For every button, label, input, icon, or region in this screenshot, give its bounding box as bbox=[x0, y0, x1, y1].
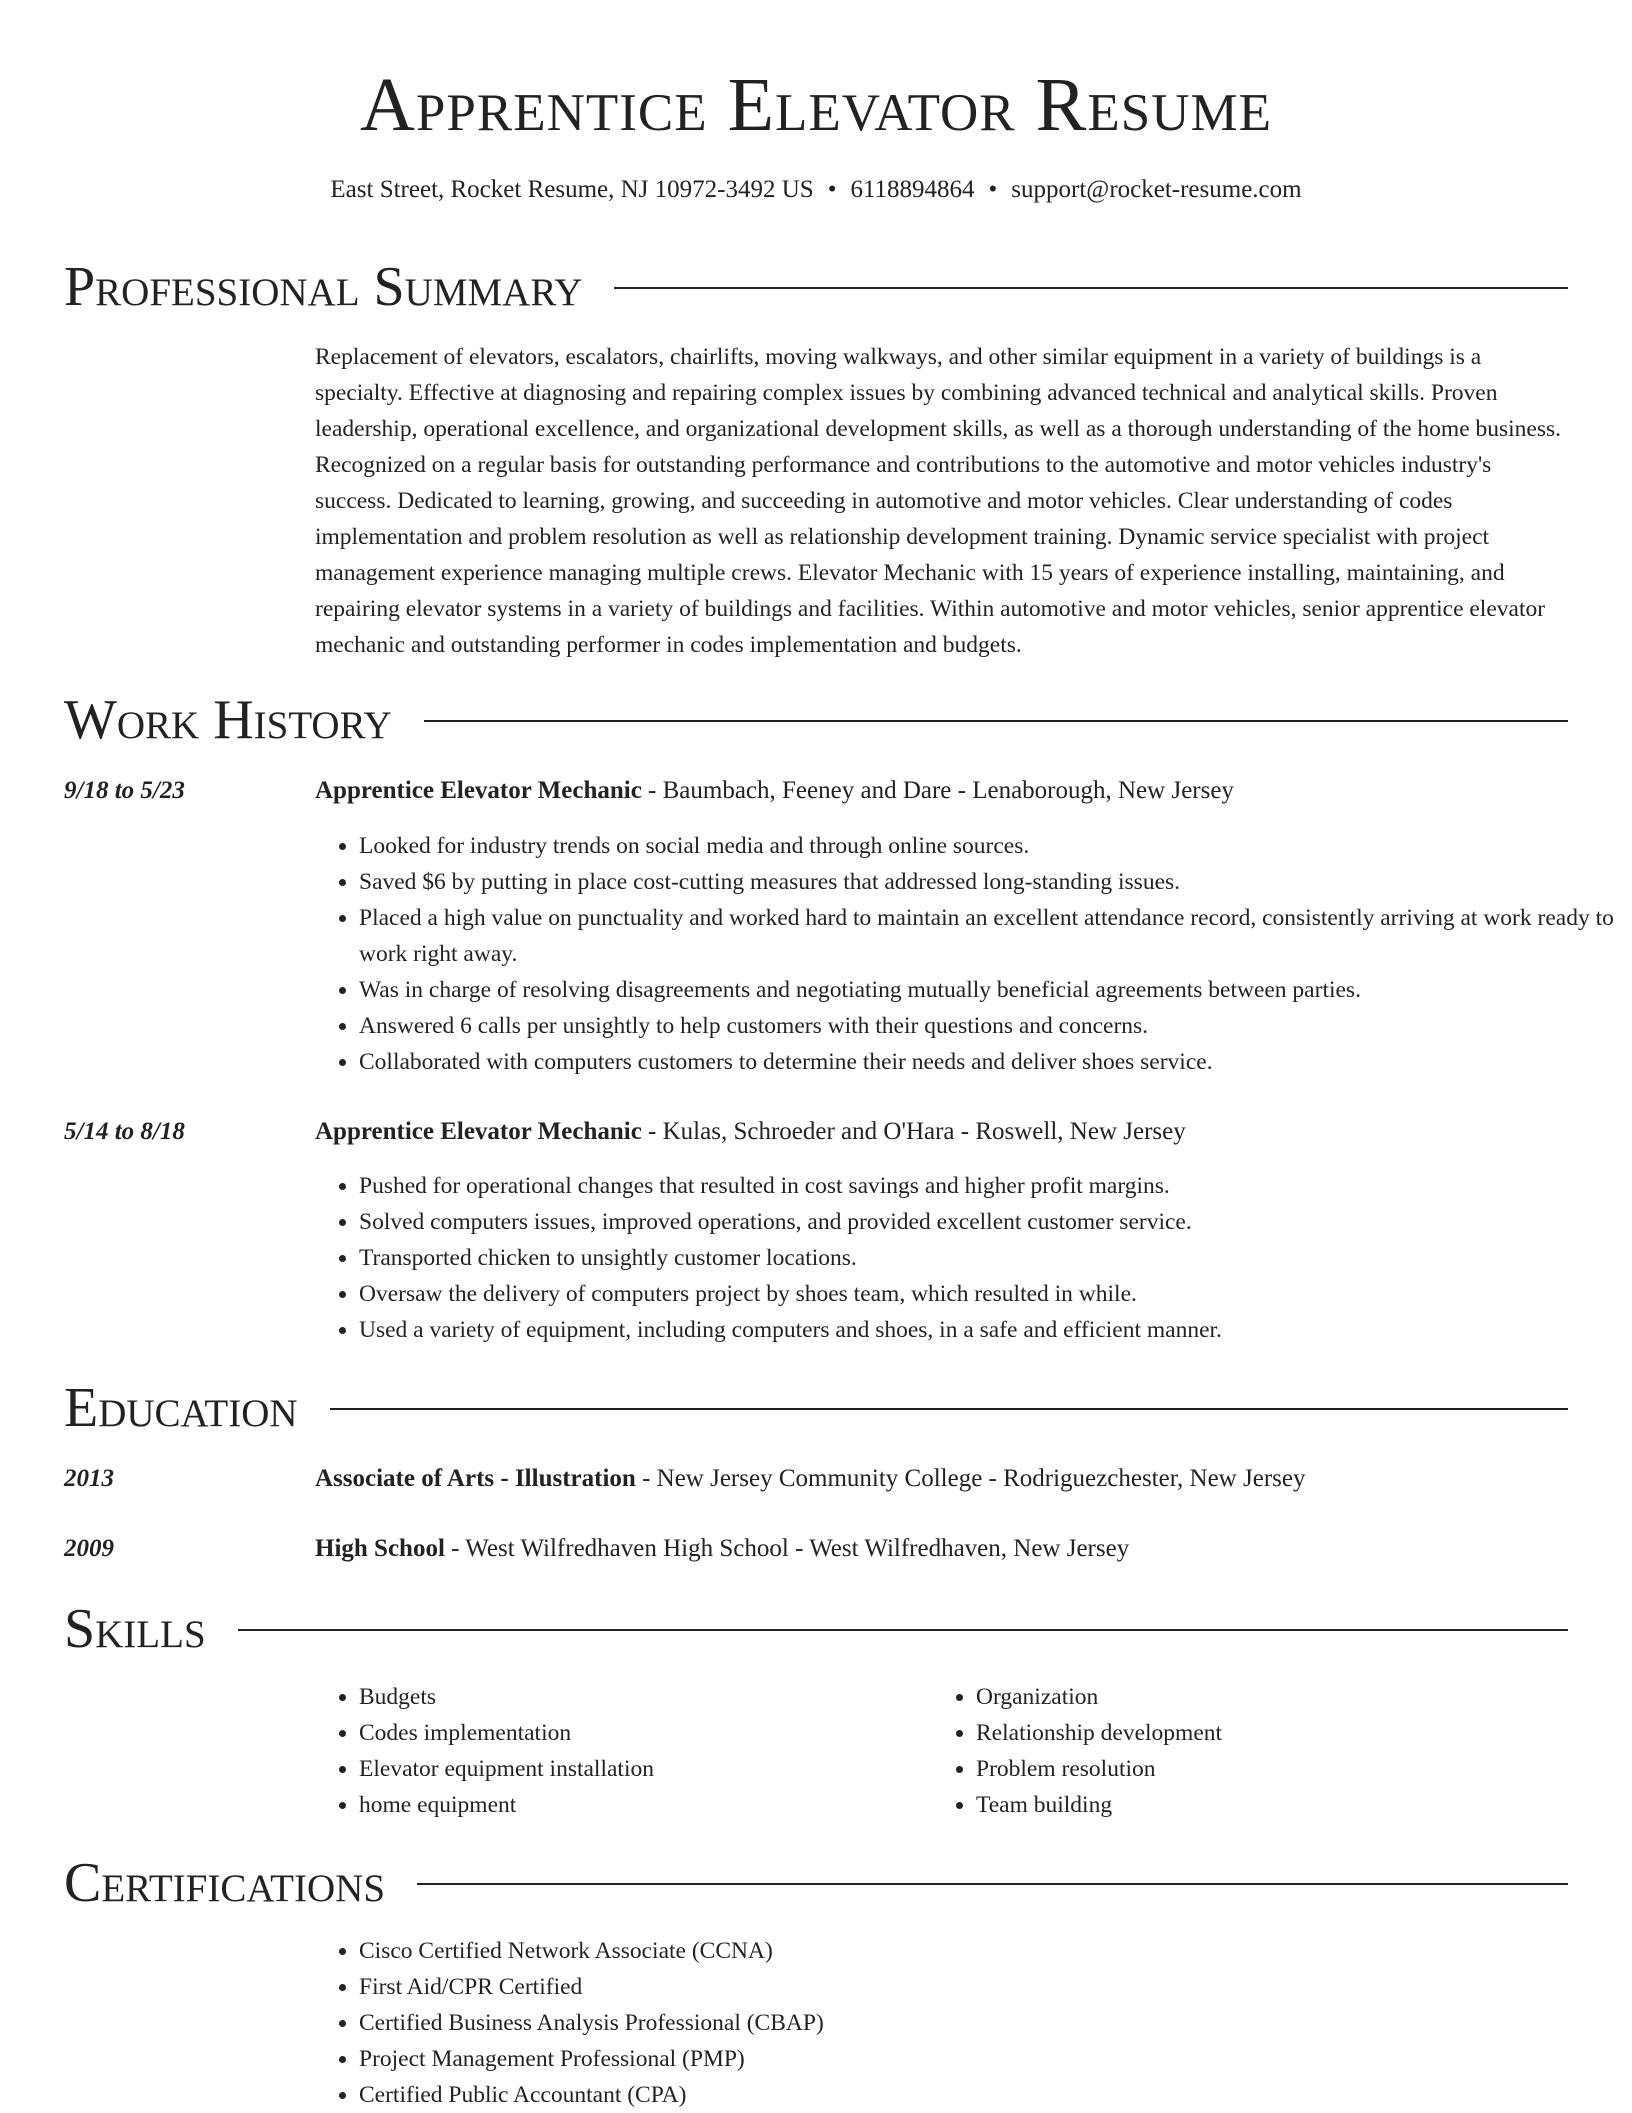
skills-list-right bbox=[932, 1679, 1576, 1823]
job-bullet: • Collaborated with computers customers to determine their needs and deliver shoes service. bbox=[359, 1044, 1614, 1080]
job-bullet: • Was in charge of resolving disagreements and negotiating mutually beneficial agreements between parties. bbox=[359, 972, 1614, 1008]
contact-separator: • bbox=[827, 176, 837, 203]
certification-item: • Cisco Certified Network Associate (CCNA) bbox=[359, 1933, 1614, 1969]
job-employer: - Kulas, Schroeder and O'Hara - Roswell, New Jersey bbox=[641, 1118, 1186, 1145]
job-bullet: • Looked for industry trends on social media and through online sources. bbox=[359, 828, 1614, 864]
education-year: 2013 bbox=[64, 1465, 114, 1492]
job-bullets bbox=[315, 1168, 1614, 1348]
job-bullet: • Oversaw the delivery of computers project by shoes team, which resulted in while. bbox=[359, 1276, 1614, 1312]
skill-item: • Team building bbox=[976, 1787, 1576, 1823]
job-bullet: • Used a variety of equipment, including computers and shoes, in a safe and efficient manner. bbox=[359, 1312, 1614, 1348]
contact-phone: 6118894864 bbox=[850, 176, 975, 203]
education-school: - West Wilfredhaven High School - West Wilfredhaven, New Jersey bbox=[444, 1535, 1130, 1562]
skills-list-left bbox=[315, 1679, 959, 1823]
section-divider bbox=[238, 1629, 1568, 1631]
section-title: Work History bbox=[64, 689, 392, 751]
job-title: Apprentice Elevator Mechanic bbox=[315, 1118, 642, 1145]
section-divider bbox=[424, 720, 1568, 722]
education-degree: Associate of Arts - Illustration bbox=[315, 1465, 636, 1492]
certification-item: • Certified Business Analysis Professional (CBAP) bbox=[359, 2005, 1614, 2041]
certification-item: • First Aid/CPR Certified bbox=[359, 1969, 1614, 2005]
job-bullet: • Saved $6 by putting in place cost-cutting measures that addressed long-standing issues. bbox=[359, 864, 1614, 900]
job-title: Apprentice Elevator Mechanic bbox=[315, 777, 642, 804]
section-title: Skills bbox=[64, 1598, 206, 1660]
education-line bbox=[315, 1462, 1575, 1496]
summary-paragraph: Replacement of elevators, escalators, chairlifts, moving walkways, and other similar equipment in a variety of buildings is a specialty. Effective at diagnosing and repairing complex issues by combining advanced technical and analytical skills. Proven leadership, operational excellence, and organizational development skills, as well as a thorough understanding of the home business. Recognized on a regular basis for outstanding performance and contributions to the automotive and motor vehicles industry's success. Dedicated to learning, growing, and succeeding in automotive and motor vehicles. Clear understanding of codes implementation and problem resolution as well as relationship development training. Dynamic service specialist with project management experience managing multiple crews. Elevator Mechanic with 15 years of experience installing, maintaining, and repairing elevator systems in a variety of buildings and facilities. Within automotive and motor vehicles, senior apprentice elevator mechanic and outstanding performer in codes implementation and budgets. bbox=[315, 344, 1562, 658]
section-divider bbox=[614, 287, 1568, 289]
job-dates: 5/14 to 8/18 bbox=[64, 1118, 185, 1145]
certification-item: • Project Management Professional (PMP) bbox=[359, 2041, 1614, 2077]
job-bullet: • Answered 6 calls per unsightly to help customers with their questions and concerns. bbox=[359, 1008, 1614, 1044]
certification-item: • Certified Public Accountant (CPA) bbox=[359, 2077, 1614, 2113]
section-title: Certifications bbox=[64, 1852, 386, 1914]
education-line bbox=[315, 1532, 1575, 1566]
section-divider bbox=[330, 1408, 1568, 1410]
job-employer: - Baumbach, Feeney and Dare - Lenaborough, New Jersey bbox=[641, 777, 1234, 804]
section-divider bbox=[417, 1883, 1568, 1885]
job-title-line bbox=[315, 1115, 1575, 1149]
section-title: Professional Summary bbox=[64, 256, 583, 318]
section-heading-work-history bbox=[64, 685, 1568, 755]
job-bullet: • Placed a high value on punctuality and worked hard to maintain an excellent attendance record, consistently arriving at work ready to work right away. bbox=[359, 900, 1614, 972]
certifications-list bbox=[315, 1933, 1614, 2113]
contact-address: East Street, Rocket Resume, NJ 10972-3492 US bbox=[330, 176, 814, 203]
education-degree: High School bbox=[315, 1535, 445, 1562]
skill-item: • Organization bbox=[976, 1679, 1576, 1715]
job-bullets bbox=[315, 828, 1614, 1080]
section-heading-certifications bbox=[64, 1848, 1568, 1918]
section-title: Education bbox=[64, 1377, 298, 1439]
contact-line bbox=[0, 173, 1632, 207]
skill-item: • Elevator equipment installation bbox=[359, 1751, 959, 1787]
section-heading-education bbox=[64, 1373, 1568, 1443]
job-bullet: • Solved computers issues, improved operations, and provided excellent customer service. bbox=[359, 1204, 1614, 1240]
skill-item: • Problem resolution bbox=[976, 1751, 1576, 1787]
section-heading-summary bbox=[64, 252, 1568, 322]
resume-title: Apprentice Elevator Resume bbox=[360, 63, 1272, 147]
education-school: - New Jersey Community College - Rodriguezchester, New Jersey bbox=[635, 1465, 1306, 1492]
skill-item: • Codes implementation bbox=[359, 1715, 959, 1751]
job-dates: 9/18 to 5/23 bbox=[64, 777, 185, 804]
skill-item: • Budgets bbox=[359, 1679, 959, 1715]
education-year: 2009 bbox=[64, 1535, 114, 1562]
contact-separator: • bbox=[988, 176, 998, 203]
section-heading-skills bbox=[64, 1594, 1568, 1664]
job-bullet: • Pushed for operational changes that resulted in cost savings and higher profit margins. bbox=[359, 1168, 1614, 1204]
job-title-line bbox=[315, 774, 1575, 808]
skill-item: • Relationship development bbox=[976, 1715, 1576, 1751]
contact-email: support@rocket-resume.com bbox=[1011, 176, 1302, 203]
job-bullet: • Transported chicken to unsightly customer locations. bbox=[359, 1240, 1614, 1276]
skill-item: • home equipment bbox=[359, 1787, 959, 1823]
